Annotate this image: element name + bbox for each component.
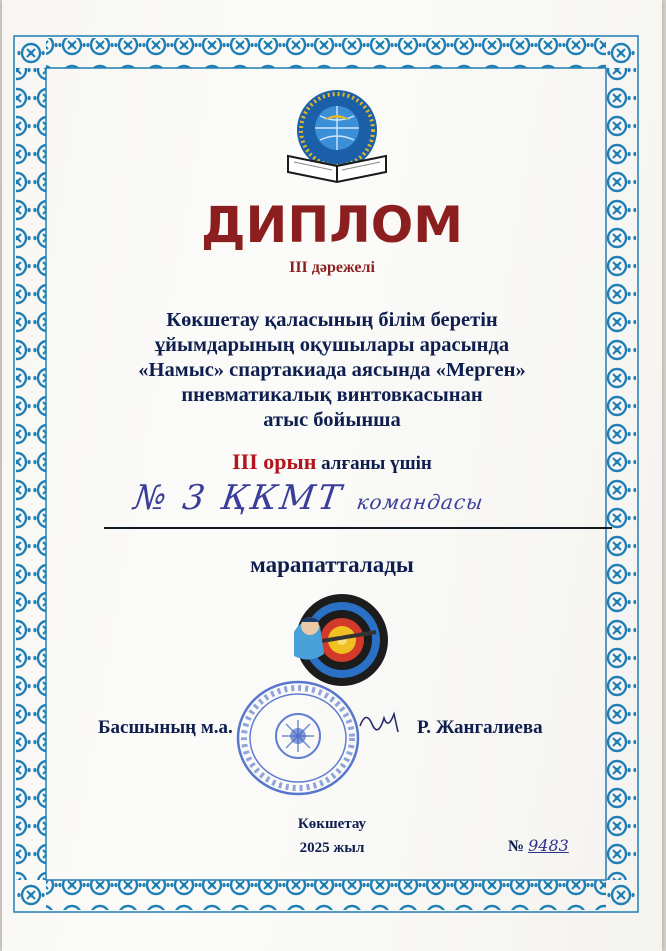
body-line: атыс бойынша (263, 409, 401, 431)
diploma-title: ДИПЛОМ (200, 196, 463, 254)
place-text: III орын (232, 449, 317, 474)
diploma-degree: III дәрежелі (289, 259, 375, 276)
body-line: «Намыс» спартакиада аясында «Мерген» (138, 359, 526, 381)
year-text: 2025 жыл (299, 840, 365, 856)
diploma-paper (2, 0, 662, 951)
signatory-title: Басшының м.а. (98, 717, 233, 738)
recipient-underline (104, 527, 612, 529)
handwritten-signature (358, 704, 404, 738)
city-text: Көкшетау (297, 816, 367, 832)
number-value: 9483 (528, 836, 569, 855)
diploma-body-text (2, 308, 662, 433)
body-line: Көкшетау қаласының білім беретін (166, 309, 498, 331)
number-label: № (508, 838, 525, 855)
recipient-name: № 3 ҚКМТ (131, 478, 347, 518)
award-text: марапатталады (250, 552, 414, 577)
signatory-name: Р. Жангалиева (417, 717, 543, 738)
body-line: ұйымдарының оқушылары арасында (154, 334, 510, 356)
body-line: пневматикалық винтовкасынан (181, 384, 483, 406)
recipient-suffix: командасы (355, 490, 486, 514)
document-number (508, 836, 569, 856)
recipient-handwritten (131, 478, 487, 518)
place-suffix: алғаны үшін (321, 453, 432, 474)
place-line (2, 449, 662, 475)
emblem-icon (280, 90, 394, 186)
official-stamp (232, 676, 368, 800)
